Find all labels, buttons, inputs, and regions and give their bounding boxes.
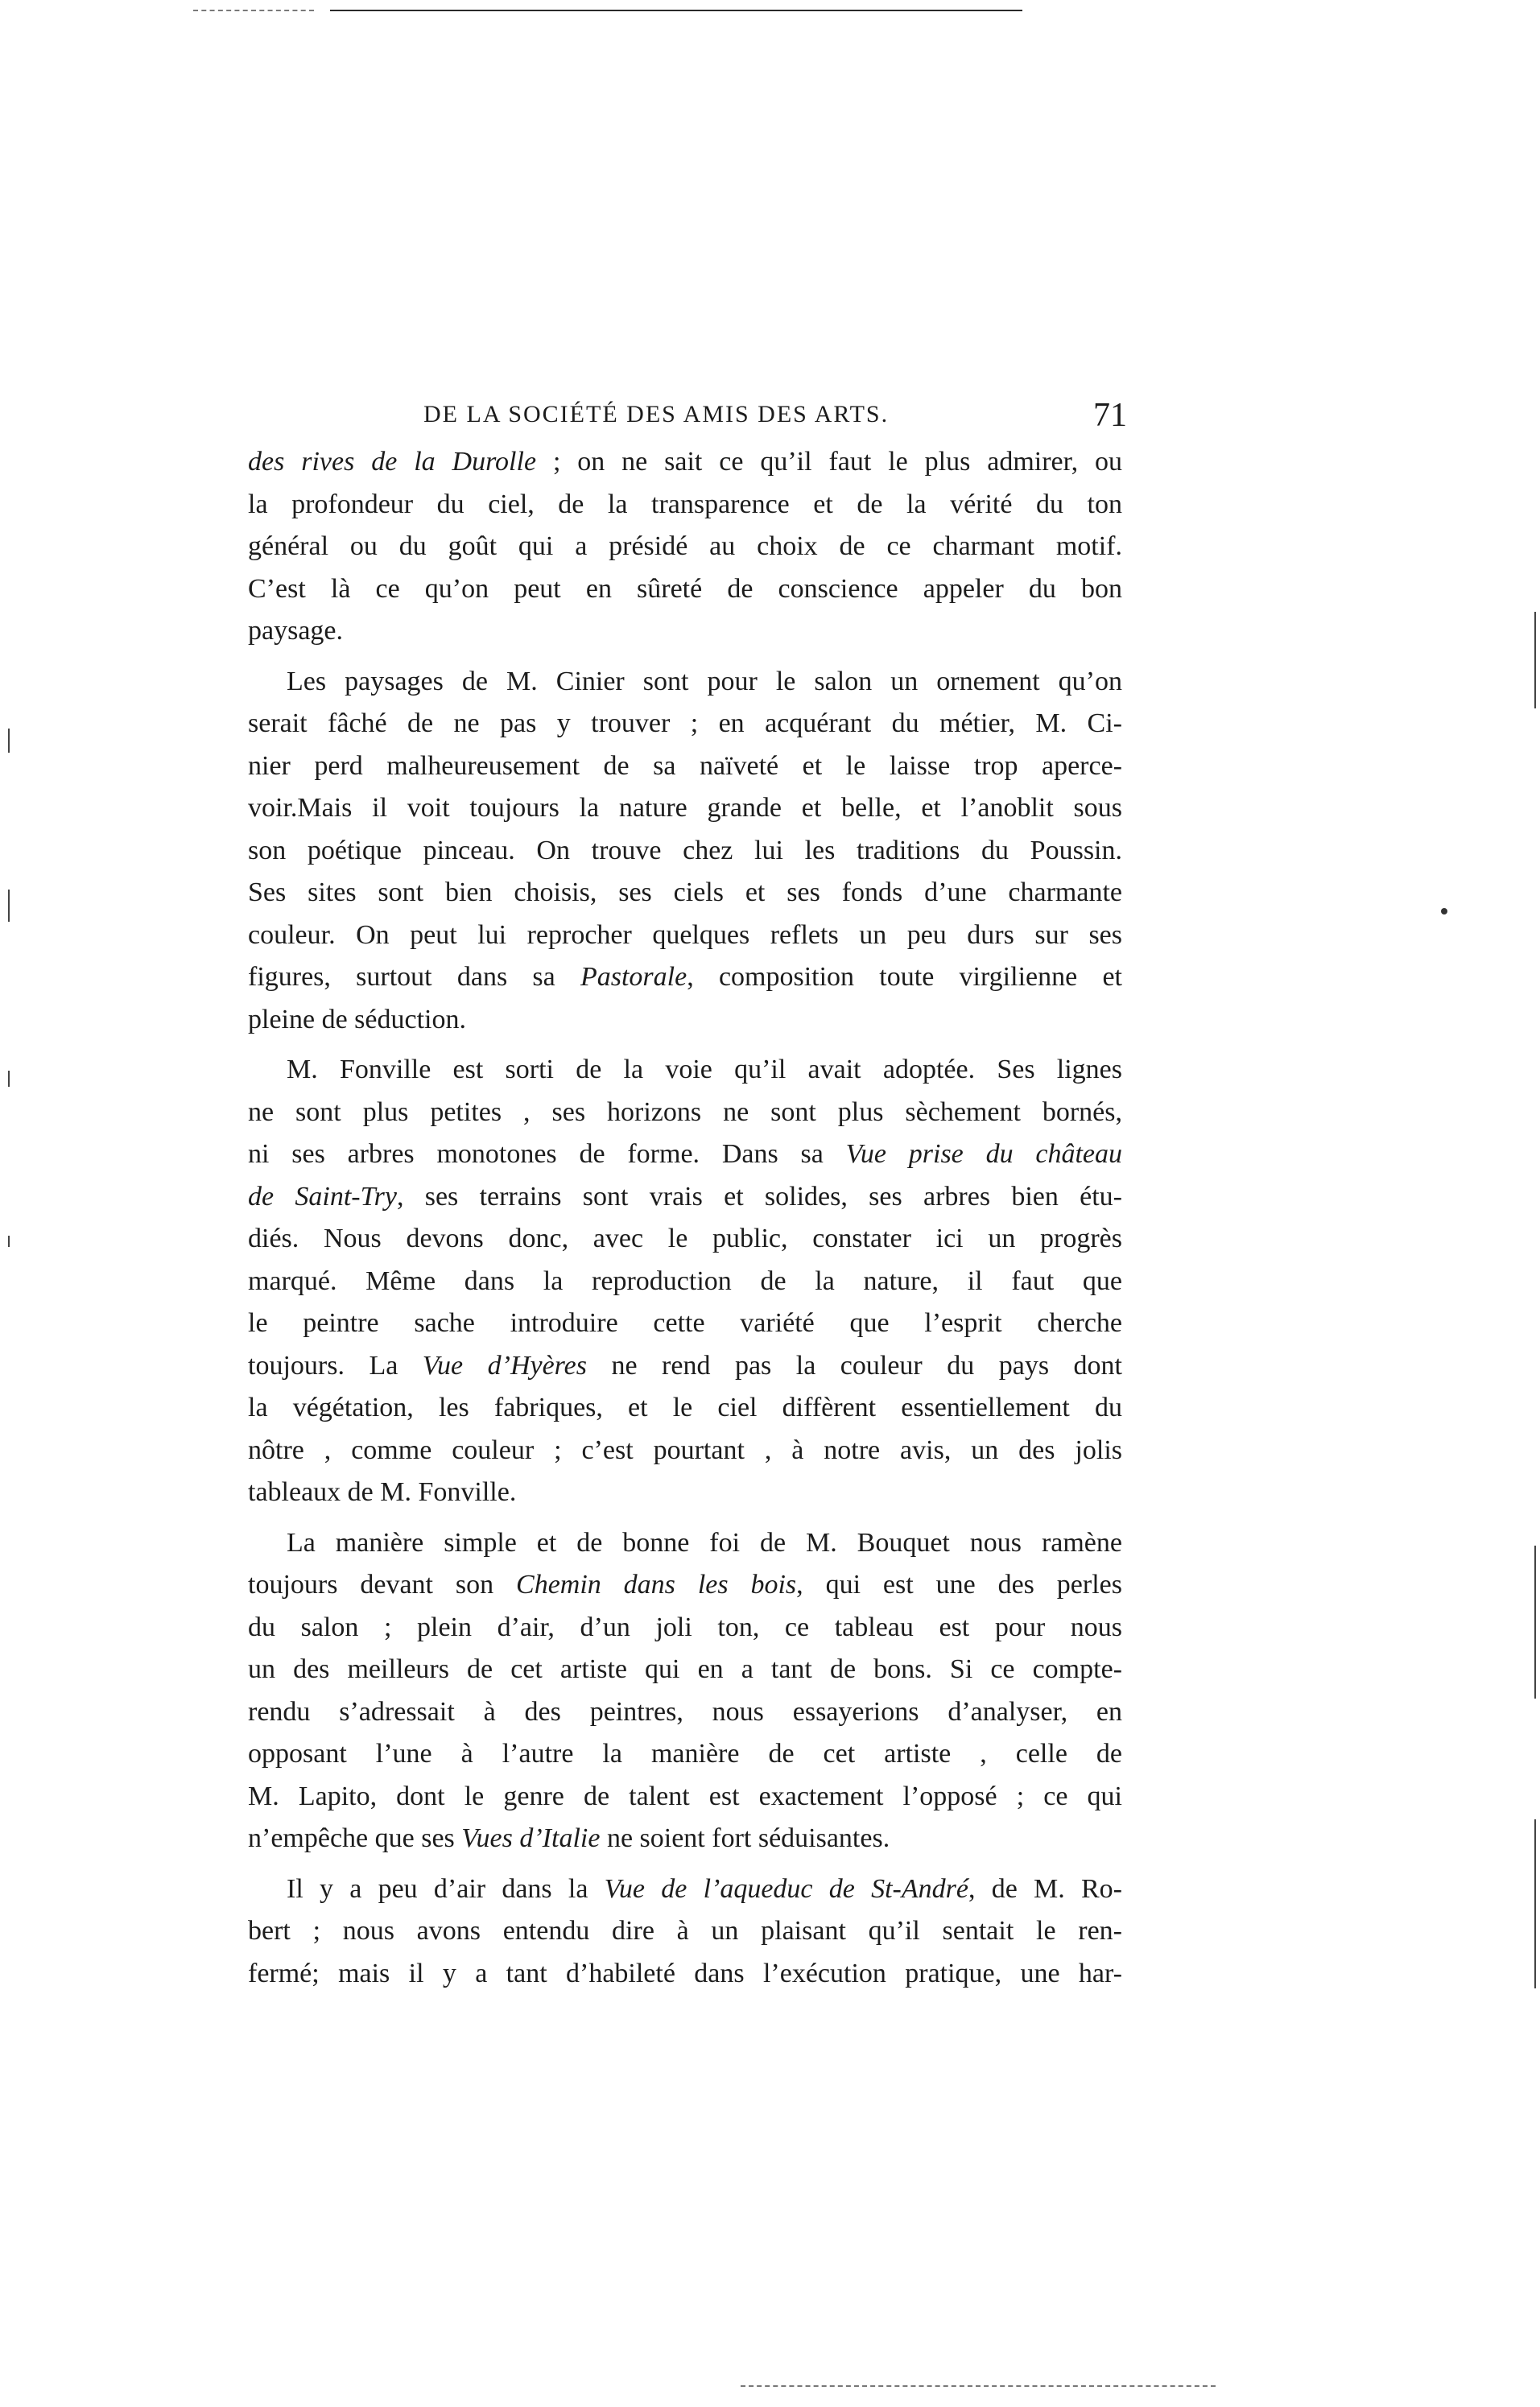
left-margin-mark (8, 1236, 10, 1247)
text-line: de Saint-Try, ses terrains sont vrais et solides, ses arbres bien étu- (248, 1181, 1123, 1212)
text-line: La manière simple et de bonne foi de M. Bouquet nous ramène (287, 1527, 1122, 1558)
text-line: Les paysages de M. Cinier sont pour le salon un ornement qu’on (287, 666, 1122, 696)
left-margin-mark (8, 1071, 10, 1087)
text-line: fermé; mais il y a tant d’habileté dans l’exécution pratique, une har- (248, 1958, 1122, 1988)
text-line: serait fâché de ne pas y trouver ; en acquérant du métier, M. Ci- (248, 708, 1122, 738)
italic-title: Pastorale (580, 962, 687, 992)
text-line: bert ; nous avons entendu dire à un plaisant qu’il sentait le ren- (248, 1916, 1122, 1946)
right-margin-mark (1534, 612, 1536, 708)
italic-title: des rives de la Durolle (248, 447, 537, 477)
page-number: 71 (1093, 397, 1127, 434)
top-edge-dashes (193, 10, 314, 11)
text-line: son poétique pinceau. On trouve chez lui les traditions du Poussin. (248, 835, 1122, 865)
text-line: Il y a peu d’air dans la Vue de l’aqueduc de St-André, de M. Ro- (287, 1873, 1123, 1904)
right-margin-mark (1534, 1546, 1536, 1699)
text-line: couleur. On peut lui reprocher quelques reflets un peu durs sur ses (248, 919, 1122, 950)
bottom-edge-dashes (741, 2385, 1216, 2387)
text-line: Ses sites sont bien choisis, ses ciels et ses fonds d’une charmante (248, 877, 1122, 907)
left-margin-mark (8, 890, 10, 922)
text-line: C’est là ce qu’on peut en sûreté de conscience appeler du bon (248, 573, 1122, 604)
body-text (248, 441, 1122, 1995)
text-line: nier perd malheureusement de sa naïveté et le laisse trop aperce- (248, 750, 1122, 781)
italic-title: Vue d’Hyères (422, 1350, 587, 1381)
text-line: M. Lapito, dont le genre de talent est exactement l’opposé ; ce qui (248, 1781, 1122, 1811)
text-line: nôtre , comme couleur ; c’est pourtant , à notre avis, un des jolis (248, 1435, 1122, 1465)
text-line: ne sont plus petites , ses horizons ne sont plus sèchement bornés, (248, 1096, 1122, 1127)
running-head: DE LA SOCIÉTÉ DES AMIS DES ARTS. (423, 401, 890, 427)
italic-title: Vues d’Italie (461, 1823, 601, 1853)
text-line: figures, surtout dans sa Pastorale, composition toute virgilienne et (248, 962, 1122, 992)
margin-speck (1441, 908, 1447, 914)
text-line: paysage. (248, 616, 344, 646)
text-line: toujours devant son Chemin dans les bois, qui est une des perles (248, 1570, 1122, 1600)
text-line: n’empêche que ses Vues d’Italie ne soient fort séduisantes. (248, 1823, 890, 1853)
text-line: M. Fonville est sorti de la voie qu’il avait adoptée. Ses lignes (287, 1055, 1122, 1084)
text-line: la végétation, les fabriques, et le ciel diffèrent essentiellement du (248, 1393, 1122, 1422)
page-header (378, 396, 1127, 444)
text-line: le peintre sache introduire cette variété que l’esprit cherche (248, 1308, 1122, 1338)
italic-title: Chemin dans les bois (516, 1570, 797, 1600)
text-line: général ou du goût qui a présidé au choix de ce charmant motif. (248, 531, 1122, 561)
top-edge-rule (330, 10, 1022, 11)
italic-title: Vue de l’aqueduc de St-André (604, 1873, 968, 1904)
text-line: voir.Mais il voit toujours la nature grande et belle, et l’anoblit sous (248, 793, 1122, 823)
text-line: ni ses arbres monotones de forme. Dans sa Vue prise du château (248, 1139, 1122, 1169)
text-line: du salon ; plein d’air, d’un joli ton, ce tableau est pour nous (248, 1612, 1122, 1642)
text-line: des rives de la Durolle ; on ne sait ce qu’il faut le plus admirer, ou (248, 447, 1122, 477)
text-line: diés. Nous devons donc, avec le public, constater ici un progrès (248, 1224, 1122, 1253)
text-line: un des meilleurs de cet artiste qui en a tant de bons. Si ce compte- (248, 1654, 1122, 1684)
text-line: opposant l’une à l’autre la manière de cet artiste , celle de (248, 1739, 1122, 1769)
text-line: toujours. La Vue d’Hyères ne rend pas la couleur du pays dont (248, 1350, 1122, 1381)
italic-title: Vue prise du château (845, 1139, 1122, 1169)
text-line: marqué. Même dans la reproduction de la nature, il faut que (248, 1265, 1122, 1296)
left-margin-mark (8, 729, 10, 753)
right-margin-mark (1534, 1819, 1536, 1988)
italic-title: de Saint-Try (248, 1181, 397, 1212)
text-line: rendu s’adressait à des peintres, nous essayerions d’analyser, en (248, 1696, 1122, 1727)
text-line: pleine de séduction. (248, 1004, 466, 1034)
text-line: tableaux de M. Fonville. (248, 1477, 517, 1507)
text-line: la profondeur du ciel, de la transparence et de la vérité du ton (248, 489, 1122, 519)
